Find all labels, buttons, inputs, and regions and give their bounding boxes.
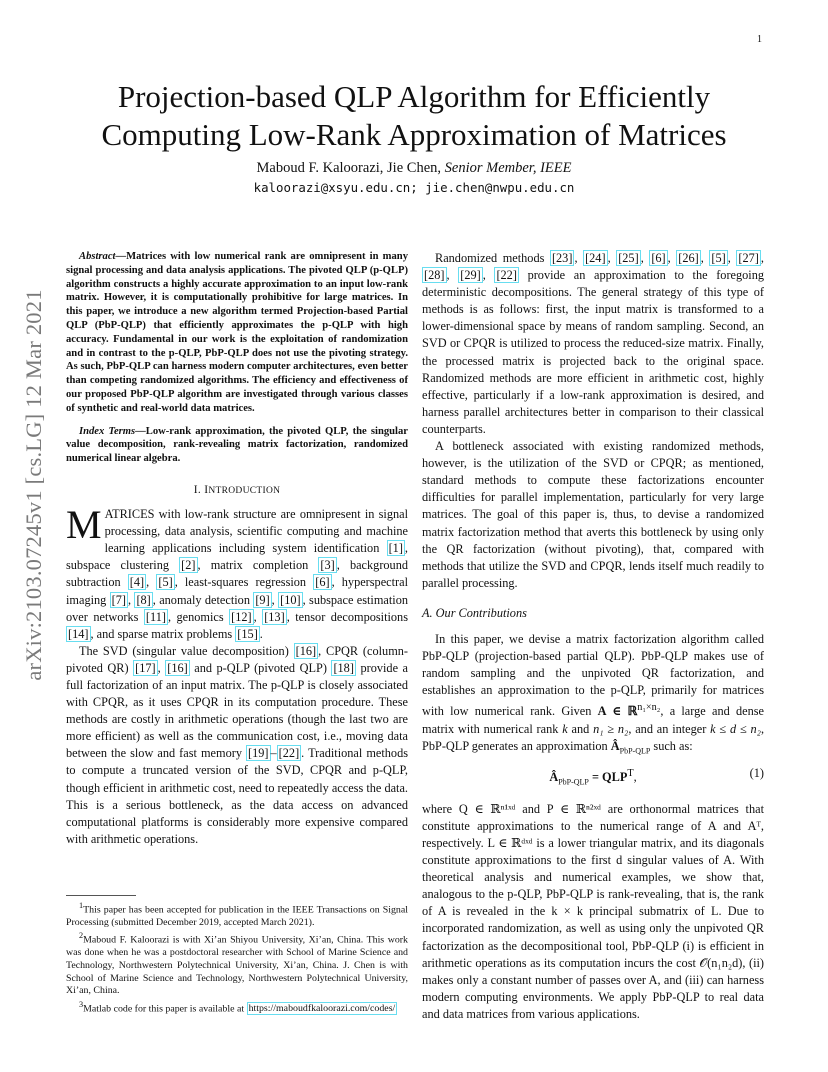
citation-link[interactable]: [14] xyxy=(68,626,89,641)
citation-link[interactable]: [9] xyxy=(255,592,270,607)
citation-link[interactable]: [22] xyxy=(278,746,300,761)
abstract-heading: Abstract xyxy=(79,251,116,262)
right-paragraph-1: Randomized methods [23] , [24] , [25] , [6] , [26] , [5] , [27] , [28] , [29] , [22] provide an approximation to the foregoing deterministic decompositions. The general strategy of this type of methods is as follows: first, the input matrix is transformed to a lower-dimensional space by means of random sampling. Second, an SVD or CPQR is utilized to process the reduced-size matrix. Finally, the processed matrix is projected back to the original space. Randomized methods are more efficient in arithmetic cost, highly effective, particularly if a low-rank approximation is desired, and harness parallel architectures better in comparison to their classical counterparts. xyxy=(422,251,765,436)
paper-title: Projection-based QLP Algorithm for Efficiently Computing Low-Rank Approximation of Matrices xyxy=(101,79,727,152)
citation-link[interactable]: [22] xyxy=(496,268,517,283)
section-heading-introduction: I. INTRODUCTION xyxy=(193,483,281,496)
footnote-3: $^3$Matlab code for this paper is available at https://maboudfkaloorazi.com/codes/ xyxy=(79,999,396,1015)
citation-link[interactable]: [25] xyxy=(618,251,639,265)
citation-link[interactable]: [5] xyxy=(158,575,173,590)
footnote-1: $^1$This paper has been accepted for publication in the IEEE Transactions on Signal Processing (submitted December 2019, accepted March 2021). xyxy=(66,901,408,928)
citation-link[interactable]: [1] xyxy=(388,541,403,556)
citation-link[interactable]: [4] xyxy=(129,575,145,590)
equation-number: (1) xyxy=(749,766,764,781)
citation-link[interactable]: [27] xyxy=(738,251,759,265)
author-emails: kaloorazi@xsyu.edu.cn; jie.chen@nwpu.edu.cn xyxy=(253,180,575,195)
citation-link[interactable]: [3] xyxy=(320,558,335,573)
citation-link[interactable]: [29] xyxy=(460,268,481,283)
right-paragraph-4: where Q ∈ ℝⁿ¹ˣᵈ and P ∈ ℝⁿ²ˣᵈ are orthonormal matrices that constitute approximations to the numerical range of A and Aᵀ, respectively. L ∈ ℝᵈˣᵈ is a lower triangular matrix, and its diagonals constitute approximations to the first d singular values of A. With theoretical analysis and numerical examples, we show that, analogous to the p-QLP, PbP-QLP is rank-revealing, that is, the rank of A is revealed in the k × k principal submatrix of L. Due to incorporated randomization, as well as using only the unpivoted QR factorization as the decompositional tool, PbP-QLP (i) is efficient in arithmetic operations as its computation incurs the cost 𝒪(n₁n₂d), (ii) makes only a constant number of passes over A, and (iii) can harness modern computing environments. We apply PbP-QLP to real data and data matrices from various applications. xyxy=(422,801,764,1021)
author-role: Senior Member, IEEE xyxy=(444,160,572,176)
citation-link[interactable]: [24] xyxy=(585,251,606,265)
citation-link[interactable]: [11] xyxy=(145,609,166,624)
intro-paragraph-1: MATRICES with low-rank structure are omnipresent in signal processing, data analysis, scientific computing and machine learning applications including system identification [1] , subspace clustering [2] , matrix completion [3] , background subtraction [4] , [5] , least-squares regression [6] , hyperspectral imaging [7] , [8] , anomaly detection [9] , [10] , subspace estimation over networks [11] , genomics [12] , [13] , tensor decompositions [14] , and sparse matrix problems [15] . xyxy=(66,502,409,641)
citation-link[interactable]: [16] xyxy=(167,660,188,675)
citation-link[interactable]: [17] xyxy=(135,660,156,675)
right-column xyxy=(422,250,764,1023)
citation-link[interactable]: [5] xyxy=(711,251,726,265)
code-url-link[interactable]: https://maboudfkaloorazi.com/codes/ xyxy=(248,1003,396,1015)
arxiv-identifier: arXiv:2103.07245v1 [cs.LG] 12 Mar 2021 xyxy=(21,289,46,681)
equation-1: $Â_{PbP-QLP} = QLP^T$, (1) xyxy=(549,766,764,787)
footnote-2: $^2$Maboud F. Kaloorazi is with Xi’an Shiyou University, Xi’an, China. This work was done when he was a postdoctoral researcher with School of Marine Science and Technology, Northwestern Polytechnical University, Xi’an, China. J. Chen is with School of Marine Science and Technology, Northwestern Polytechnical University, Xi’an, China. xyxy=(66,931,408,997)
citation-link[interactable]: [12] xyxy=(231,609,252,624)
contributions-paragraph: In this paper, we devise a matrix factorization algorithm called PbP-QLP (projection-based partial QLP). PbP-QLP makes use of random sampling and the unpivoted QR factorization, and establishes an approximation to the p-QLP, primarily for matrices with low numerical rank. Given A ∈ ℝ$^{n_1\times n_2}$, a large and dense matrix with numerical rank k and n₁ ≥ n₂, and an integer k ≤ d ≤ n₂, PbP-QLP generates an approximation $Â_{PbP-QLP}$ such as: xyxy=(422,631,765,756)
citation-link[interactable]: [16] xyxy=(295,643,317,658)
citation-link[interactable]: [10] xyxy=(280,592,301,607)
author-line xyxy=(60,160,768,177)
right-paragraph-2: A bottleneck associated with existing randomized methods, however, is the utilization of the SVD or CPQR; as mentioned, standard methods to compute these factorizations encounter difficulties for parallel implementation, particularly for very large matrices. The goal of this paper is, thus, to devise a randomized matrix factorization method that averts this bottleneck by using only the QR factorization (without pivoting), that, compared with methods that utilize the SVD and CPQR, lends itself much readily to parallel processing. xyxy=(422,439,764,590)
citation-link[interactable]: [15] xyxy=(237,626,258,641)
drop-cap: M xyxy=(66,502,102,548)
index-terms-heading: Index Terms xyxy=(79,425,136,437)
citation-link[interactable]: [2] xyxy=(181,558,196,573)
footnote-rule xyxy=(66,895,136,896)
abstract xyxy=(66,250,408,416)
citation-link[interactable]: [6] xyxy=(651,251,666,265)
citation-link[interactable]: [8] xyxy=(136,592,151,607)
page-number: 1 xyxy=(757,34,762,45)
citation-link[interactable]: [26] xyxy=(678,251,699,265)
citation-link[interactable]: [6] xyxy=(315,575,330,590)
index-terms xyxy=(66,425,408,466)
left-column xyxy=(66,250,408,848)
citation-link[interactable]: [19] xyxy=(248,746,269,761)
citation-link[interactable]: [7] xyxy=(111,592,126,607)
citation-link[interactable]: [18] xyxy=(333,660,354,675)
intro-paragraph-2: The SVD (singular value decomposition) [16] , CPQR (column-pivoted QR) [17] , [16] and p-QLP (pivoted QLP) [18] provide a full factorization of an input matrix. The p-QLP is closely associated with CPQR, as it uses CPQR in its computation procedure. These methods are costly in arithmetic operations (though the last two are more efficient) as well as the communication cost, i.e., moving data between the slow and fast memory [19] – [22] . Traditional methods to compute a truncated version of the SVD, CPQR and p-QLP, though efficient in arithmetic cost, need to repeatedly access the data. This is a serious bottleneck, as the data access on advanced computational platforms is considerably more expensive compared with arithmetic operations. xyxy=(66,643,409,846)
subsection-heading-contributions: A. Our Contributions xyxy=(422,605,527,620)
abstract-text: —Matrices with low numerical rank are omnipresent in many signal processing and data analysis applications. The pivoted QLP (p-QLP) algorithm constructs a highly accurate approximation to an input low-rank matrix. However, it is computationally prohibitive for large matrices. In this paper, we introduce a new algorithm termed Projection-based Partial QLP (PbP-QLP) that efficiently approximates the p-QLP with high accuracy. Fundamental in our work is the exploitation of randomization and in contrast to the p-QLP, PbP-QLP does not use the pivoting strategy. As such, PbP-QLP can harness modern computer architectures, even better than competing randomized algorithms. The efficiency and effectiveness of our proposed PbP-QLP algorithm are investigated through various classes of synthetic and real-world data matrices. xyxy=(66,251,408,414)
arxiv-sidebar xyxy=(20,290,48,680)
author-names: Maboud F. Kaloorazi, Jie Chen, xyxy=(256,160,442,176)
index-terms-text: —Low-rank approximation, the pivoted QLP, the singular value decomposition, rank-revealing matrix factorization, randomized numerical linear algebra. xyxy=(66,425,408,465)
citation-link[interactable]: [13] xyxy=(264,609,285,624)
citation-link[interactable]: [28] xyxy=(424,268,445,283)
footnotes xyxy=(66,900,408,1017)
citation-link[interactable]: [23] xyxy=(551,251,573,265)
